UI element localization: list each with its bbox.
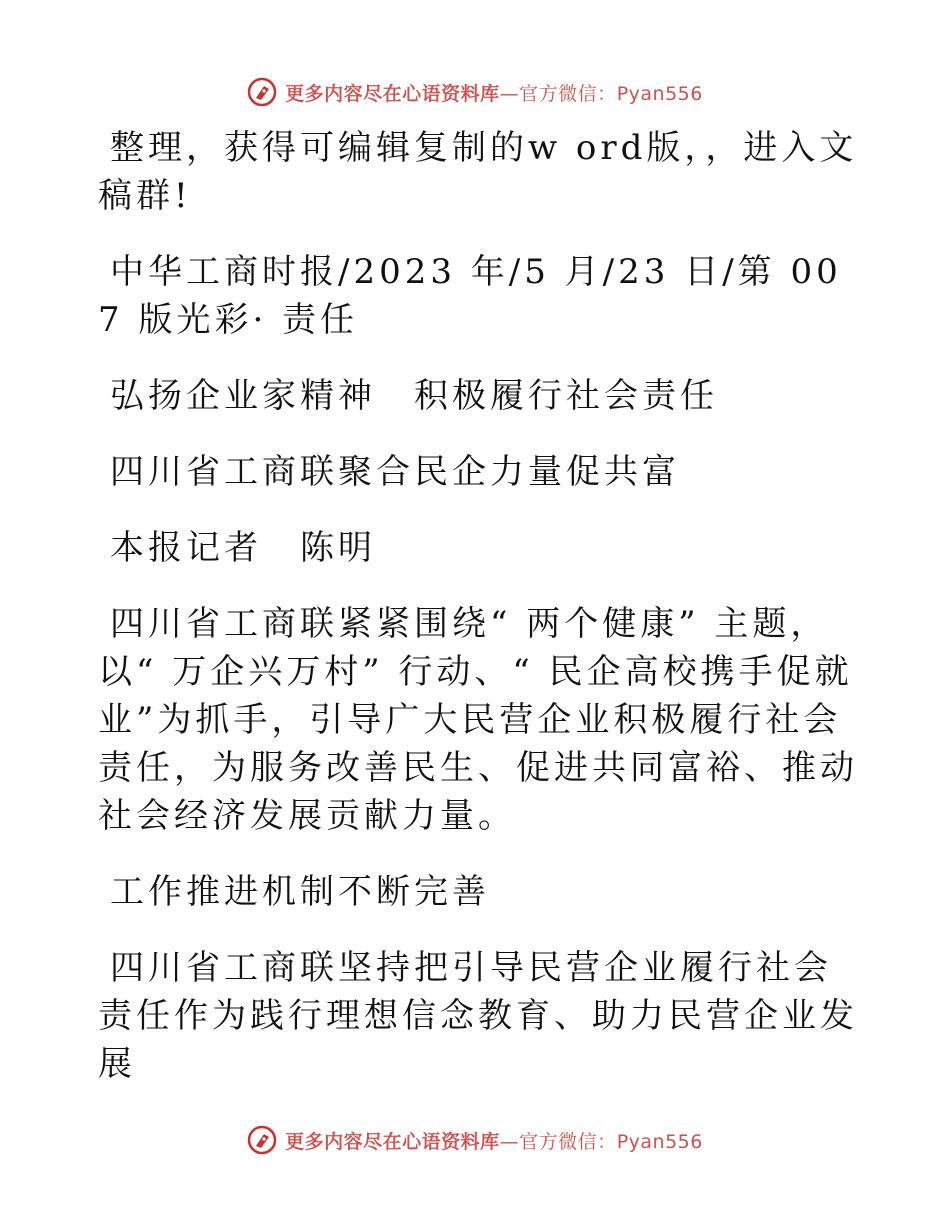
byline: 本报记者 陈明 bbox=[110, 528, 376, 568]
watermark-header bbox=[0, 72, 950, 112]
lead-paragraph: 四川省工商联紧紧围绕“ 两个健康” 主题，以“ 万企兴万村” 行动、“ 民企高校携手促就业”为抓手，引导广大民营企业积极履行社会责任，为服务改善民生、促进共同富裕、推动社会经济发展贡献力量。 bbox=[98, 604, 858, 836]
headline-kicker: 弘扬企业家精神 积极履行社会责任 bbox=[110, 376, 718, 416]
intro-line: 整理，获得可编辑复制的w ord版，，进入文稿群! bbox=[98, 128, 858, 216]
body-paragraph: 四川省工商联坚持把引导民营企业履行社会责任作为践行理想信念教育、助力民营企业发展 bbox=[98, 948, 858, 1084]
source-line: 中华工商时报/2023 年/5 月/23 日/第 007 版光彩· 责任 bbox=[98, 252, 842, 340]
section-heading: 工作推进机制不断完善 bbox=[110, 872, 490, 912]
pen-nib-logo-icon bbox=[247, 1125, 277, 1155]
document-body bbox=[98, 124, 858, 1116]
watermark-text: 更多内容尽在心语资料库—官方微信：Pyan556 bbox=[285, 1130, 703, 1153]
headline: 四川省工商联聚合民企力量促共富 bbox=[110, 452, 680, 492]
watermark-footer bbox=[0, 1120, 950, 1160]
pen-nib-logo-icon bbox=[247, 77, 277, 107]
watermark-text: 更多内容尽在心语资料库—官方微信：Pyan556 bbox=[285, 82, 703, 105]
